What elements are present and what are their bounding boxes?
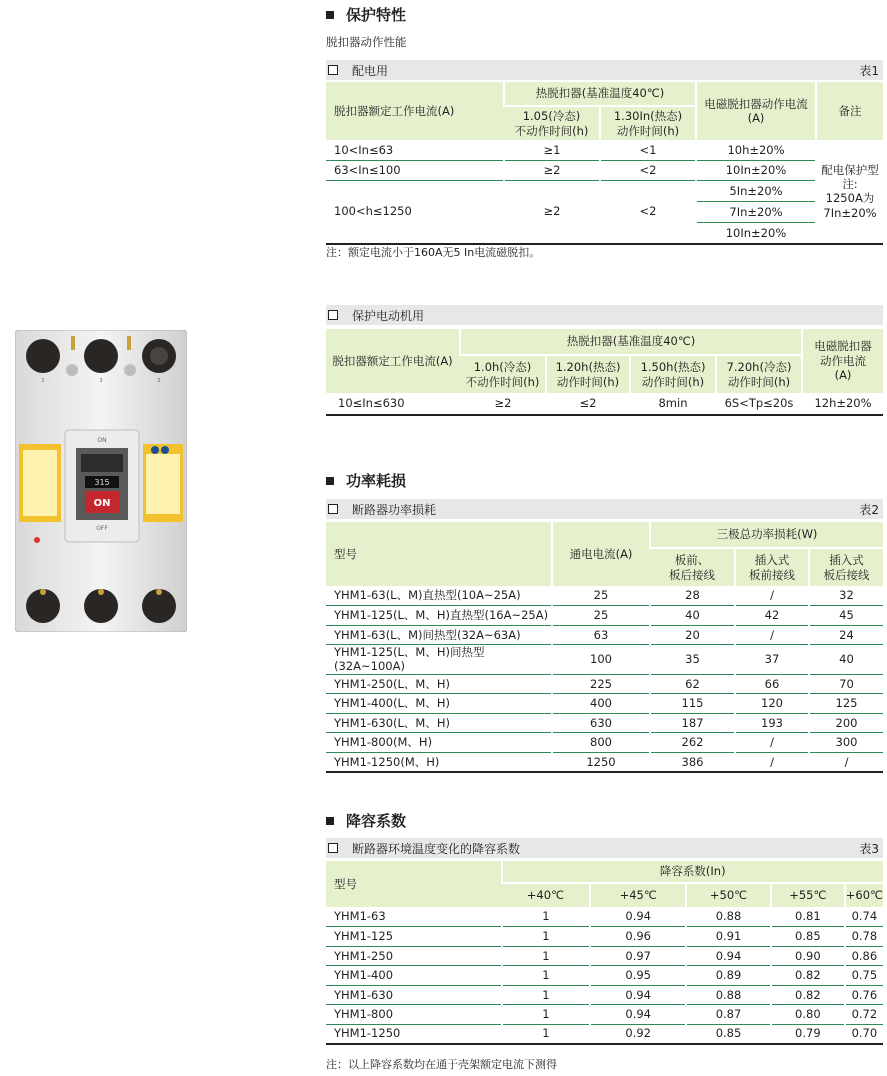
header-temperature: +45℃ [590,883,686,907]
value-cell: 32 [809,586,883,606]
header-temperature: +60℃ [845,883,883,907]
breaker-handle-on: ON [93,498,111,509]
table-row [326,733,883,753]
table-row [326,946,883,966]
value-cell: 0.97 [590,946,686,966]
header-thermal-trip: 热脱扣器(基准温度40℃) [460,329,802,355]
model-cell: YHM1-630(L、M、H) [326,713,552,733]
header-model: 型号 [326,522,552,586]
value-cell: 0.90 [771,946,845,966]
value-cell: 0.88 [686,985,771,1005]
value-cell: 300 [809,733,883,753]
value-cell: 1 [502,946,591,966]
value-cell: 1 [502,1024,591,1044]
table-row [326,713,883,733]
value-cell: 66 [735,674,809,694]
header-temperature: +55℃ [771,883,845,907]
value-cell: 1 [502,927,591,947]
model-cell: YHM1-125 [326,927,502,947]
value-cell: 35 [650,645,735,675]
value-cell: 100 [552,645,650,675]
header-magnetic-trip: 电磁脱扣器动作电流 (A) [696,82,816,140]
header-remark: 备注 [816,82,883,140]
value-cell: 0.74 [845,907,883,927]
value-cell: 0.85 [686,1024,771,1044]
value-cell: 386 [650,752,735,772]
value-cell: 25 [552,586,650,606]
table-distribution-trip [326,82,883,245]
value-cell: 1 [502,907,591,927]
table-row [326,927,883,947]
table-motor-trip: 脱扣器额定工作电流(A) 热脱扣器(基准温度40℃) 电磁脱扣器 动作电流 (A) 1.0h(冷态) 不动作时间(h) 1.20h(热态) 动作时间(h) 1.50h(热态) 动作时间(h) 7.20h(冷态) 动作时间(h) 10≤In≤630 ≥2 ≤2 8min 6S<Tp≤20s 12h±20% [326,329,883,416]
terminal-number-5: 5 [157,378,161,384]
checkbox-icon [328,843,338,853]
table-row [326,645,883,675]
table-number: 表1 [859,63,879,78]
section-title-power-loss: 功率耗损 [326,470,406,491]
value-cell: 62 [650,674,735,694]
table3-note: 注：以上降容系数均在通于壳架额定电流下测得 [326,1058,557,1071]
value-cell: 0.75 [845,966,883,986]
value-cell: / [809,752,883,772]
value-cell: 25 [552,606,650,626]
header-thermal-trip: 热脱扣器(基准温度40℃) [504,82,696,106]
value-cell: / [735,752,809,772]
model-cell: YHM1-800(M、H) [326,733,552,753]
model-cell: YHM1-250 [326,946,502,966]
table-row [326,1024,883,1044]
terminal-number-1: 1 [41,378,45,384]
value-cell: 120 [735,694,809,714]
model-cell: YHM1-63 [326,907,502,927]
header-thermal-hot: 1.30In(热态) 动作时间(h) [600,106,696,140]
value-cell: 63 [552,625,650,645]
section-title-protection: 保护特性 [326,4,406,25]
value-cell: 0.92 [590,1024,686,1044]
value-cell: 262 [650,733,735,753]
value-cell: 28 [650,586,735,606]
breaker-on-marking: ON [97,437,107,444]
table-row [326,586,883,606]
value-cell: 225 [552,674,650,694]
table-row [326,752,883,772]
value-cell: 0.94 [590,907,686,927]
value-cell: 115 [650,694,735,714]
checkbox-icon [328,310,338,320]
header-thermal-cold: 1.05(冷态) 不动作时间(h) [504,106,600,140]
value-cell: 0.76 [845,985,883,1005]
table2-caption-bar: 断路器功率损耗 表2 [326,499,883,519]
breaker-rating: 315 [94,478,110,487]
model-cell: YHM1-1250(M、H) [326,752,552,772]
motor-caption-bar: 保护电动机用 [326,305,883,325]
header-magnetic-trip: 电磁脱扣器 动作电流 (A) [802,329,883,393]
remark-cell: 配电保护型 注: 1250A为 7In±20% [816,140,883,244]
value-cell: 1 [502,966,591,986]
table1-caption-bar: 配电用 表1 [326,60,883,80]
table-row: 10<In≤63 ≥1 <1 10h±20% 配电保护型 注: 1250A为 7In±20% [326,140,883,160]
model-cell: YHM1-400(L、M、H) [326,694,552,714]
table-row: 63<In≤100 ≥2 <2 10In±20% [326,160,883,180]
value-cell: 1 [502,985,591,1005]
value-cell: 70 [809,674,883,694]
value-cell: 20 [650,625,735,645]
value-cell: 0.86 [845,946,883,966]
section-bullet [326,477,334,485]
value-cell: 1250 [552,752,650,772]
breaker-off-marking: OFF [96,525,108,532]
value-cell: 125 [809,694,883,714]
value-cell: 0.70 [845,1024,883,1044]
header-power-loss: 三极总功率损耗(W) [650,522,883,548]
value-cell: 0.89 [686,966,771,986]
table3-caption-bar: 断路器环境温度变化的降容系数 表3 [326,838,883,858]
table-row [326,625,883,645]
value-cell: 0.95 [590,966,686,986]
table-row [326,966,883,986]
table-row [326,674,883,694]
section-bullet [326,817,334,825]
value-cell: / [735,586,809,606]
model-cell: YHM1-630 [326,985,502,1005]
value-cell: 0.94 [686,946,771,966]
table-row: 10≤In≤630 ≥2 ≤2 8min 6S<Tp≤20s 12h±20% [326,393,883,415]
table-row [326,1005,883,1025]
value-cell: 0.81 [771,907,845,927]
table-row [326,606,883,626]
section-subtitle: 脱扣器动作性能 [326,35,407,49]
model-cell: YHM1-125(L、M、H)直热型(16A~25A) [326,606,552,626]
value-cell: 630 [552,713,650,733]
value-cell: 193 [735,713,809,733]
value-cell: 0.82 [771,985,845,1005]
header-derating: 降容系数(In) [502,861,884,883]
terminal-number-3: 3 [99,378,103,384]
value-cell: 0.78 [845,927,883,947]
circuit-breaker-image [15,330,187,632]
value-cell: 0.85 [771,927,845,947]
table-derating [326,861,883,1045]
table-row [326,985,883,1005]
value-cell: 0.94 [590,1005,686,1025]
value-cell: 0.96 [590,927,686,947]
value-cell: 0.72 [845,1005,883,1025]
value-cell: 0.82 [771,966,845,986]
value-cell: 37 [735,645,809,675]
header-current: 通电电流(A) [552,522,650,586]
table1-note: 注：额定电流小于160A无5 In电流磁脱扣。 [326,246,541,259]
model-cell: YHM1-250(L、M、H) [326,674,552,694]
value-cell: 0.91 [686,927,771,947]
value-cell: 400 [552,694,650,714]
value-cell: 187 [650,713,735,733]
model-cell: YHM1-63(L、M)直热型(10A~25A) [326,586,552,606]
value-cell: 42 [735,606,809,626]
table-number: 表3 [859,841,879,856]
value-cell: 24 [809,625,883,645]
value-cell: 0.94 [590,985,686,1005]
model-cell: YHM1-400 [326,966,502,986]
header-temperature: +40℃ [502,883,591,907]
checkbox-icon [328,65,338,75]
value-cell: 0.88 [686,907,771,927]
section-title-derating: 降容系数 [326,810,406,831]
table-row [326,907,883,927]
model-cell: YHM1-125(L、M、H)间热型(32A~100A) [326,645,552,675]
value-cell: 40 [650,606,735,626]
header-model: 型号 [326,861,502,907]
value-cell: / [735,733,809,753]
value-cell: 1 [502,1005,591,1025]
value-cell: 40 [809,645,883,675]
checkbox-icon [328,504,338,514]
table-row [326,694,883,714]
section-bullet [326,11,334,19]
value-cell: / [735,625,809,645]
model-cell: YHM1-800 [326,1005,502,1025]
header-rated-current: 脱扣器额定工作电流(A) [326,82,504,140]
value-cell: 800 [552,733,650,753]
value-cell: 200 [809,713,883,733]
value-cell: 0.80 [771,1005,845,1025]
header-temperature: +50℃ [686,883,771,907]
table-number: 表2 [859,502,879,517]
value-cell: 0.79 [771,1024,845,1044]
value-cell: 45 [809,606,883,626]
value-cell: 0.87 [686,1005,771,1025]
table-power-loss: 型号 通电电流(A) 三极总功率损耗(W) 板前、 板后接线 插入式 板前接线 插入式 板后接线 YHM1-63(L、M)直热型(10A~25A) 25 28 / 32 YHM1-125(L、M、H)直热型(16A~25A) 25 40 42 45 YHM1-63(L、M)间热型(32A~63A) 63 20 / 24 YHM1-125(L、M、H)间热型(32A~100A) 100 35 37 40 YHM1-250(L、M、H) 225 62 66 70 YHM1-400(L、M、H) 400 115 120 125 YHM1-630(L、M、H) 630 187 193 200 YHM1-800(M、H) 800 262 / 300 YHM1-1250(M、H) 1250 386 / / [326,522,883,773]
model-cell: YHM1-63(L、M)间热型(32A~63A) [326,625,552,645]
table-row: 100<h≤1250 ≥2 <2 5In±20% 7In±20% 10In±20% [326,180,883,244]
header-rated-current: 脱扣器额定工作电流(A) [326,329,460,393]
model-cell: YHM1-1250 [326,1024,502,1044]
